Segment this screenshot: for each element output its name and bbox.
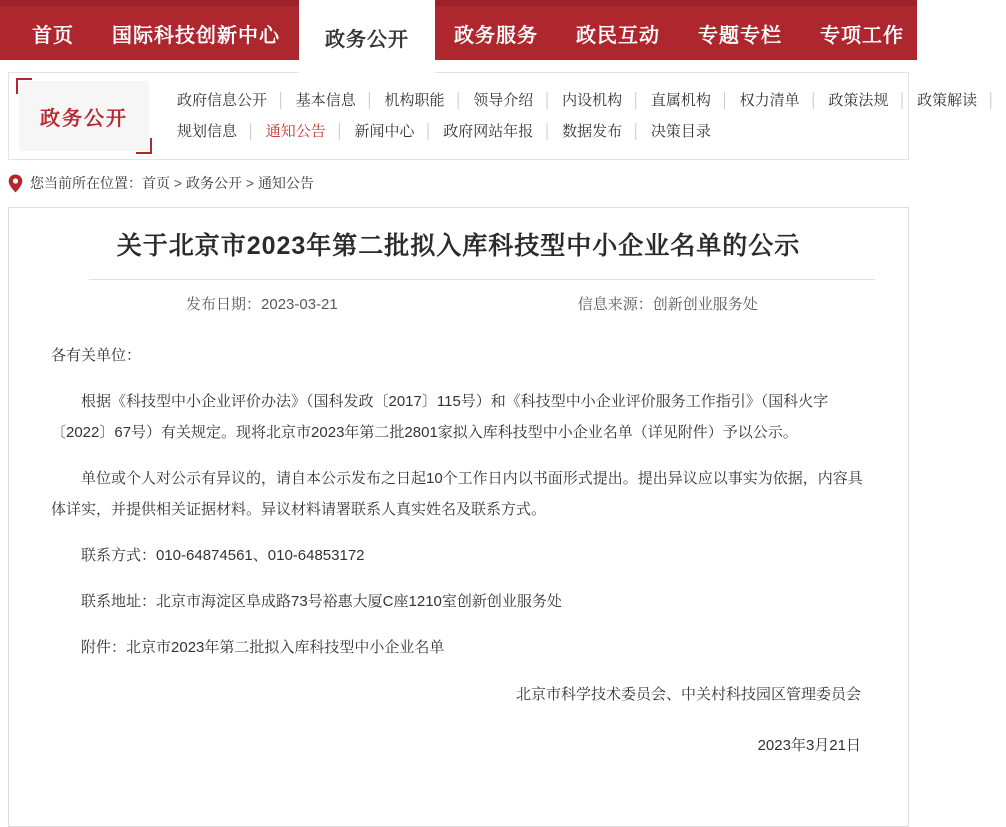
subnav-link[interactable]: 权力清单 │ <box>740 85 829 116</box>
signature-date: 2023年3月21日 <box>757 737 861 754</box>
contact-address: 联系地址：北京市海淀区阜成路73号裕惠大厦C座1210室创新创业服务处 <box>81 593 562 610</box>
subnav-link[interactable]: 通知公告 │ <box>266 116 355 147</box>
article-panel <box>8 207 909 827</box>
top-nav-item[interactable]: 政务服务 <box>454 24 538 47</box>
attachment-line <box>51 632 863 663</box>
title-divider <box>89 279 875 280</box>
subnav-panel <box>8 72 978 160</box>
signature-org: 北京市科学技术委员会、中关村科技园区管理委员会 <box>515 686 861 703</box>
signature-block <box>51 679 863 761</box>
info-source-label: 信息来源： <box>577 296 653 313</box>
publish-date <box>186 293 338 314</box>
top-nav-item[interactable]: 政务公开 <box>299 0 435 82</box>
info-source <box>578 293 758 314</box>
paragraph-objection: 单位或个人对公示有异议的，请自本公示发布之日起10个工作日内以书面形式提出。提出异议应以事实为依据，内容具体详实，并提供相关证据材料。异议材料请署联系人真实姓名及联系方式。 <box>51 470 863 518</box>
subnav-link[interactable]: 直属机构 │ <box>651 85 740 116</box>
subnav-links <box>149 81 1006 147</box>
location-pin-icon <box>8 174 23 193</box>
subnav-link[interactable]: 基本信息 │ <box>296 85 385 116</box>
info-source-value: 创新创业服务处 <box>652 296 758 313</box>
paragraph-basis: 根据《科技型中小企业评价办法》（国科发政〔2017〕115号）和《科技型中小企业评价服务工作指引》（国科火字〔2022〕67号）有关规定。现将北京市2023年第二批2801家拟入库科技型中小企业名单（详见附件）予以公示。 <box>51 393 829 441</box>
publish-date-value: 2023-03-21 <box>261 296 338 313</box>
top-nav-item[interactable]: 国际科技创新中心 <box>112 24 280 47</box>
breadcrumb-path <box>142 173 314 193</box>
top-nav-item[interactable]: 专项工作 <box>820 24 904 47</box>
subnav-link[interactable]: 内设机构 │ <box>562 85 651 116</box>
subnav-link[interactable]: 政策法规 │ <box>828 85 917 116</box>
salutation: 各有关单位： <box>51 347 142 364</box>
subnav-link[interactable]: 规划信息 │ <box>177 116 266 147</box>
breadcrumb-prefix: 您当前所在位置： <box>30 175 142 191</box>
subnav-link[interactable]: 决策目录 <box>650 123 711 140</box>
subnav-link[interactable]: 领导介绍 │ <box>473 85 562 116</box>
subnav-link[interactable]: 机构职能 │ <box>385 85 474 116</box>
top-nav-item[interactable]: 专题专栏 <box>698 24 782 47</box>
subnav-link[interactable]: 政府网站年报 │ <box>443 116 562 147</box>
article-title: 关于北京市2023年第二批拟入库科技型中小企业名单的公示 <box>116 232 801 260</box>
publish-date-label: 发布日期： <box>186 296 262 313</box>
subnav-section-title: 政务公开 <box>19 81 149 151</box>
top-nav-item[interactable]: 政民互动 <box>576 24 660 47</box>
article-body <box>9 340 908 761</box>
contact-phone: 联系方式：010-64874561、010-64853172 <box>81 547 365 564</box>
article-meta <box>9 293 908 314</box>
top-navigation <box>0 0 917 60</box>
subnav-row-2 <box>177 116 1006 147</box>
attachment-link[interactable]: 北京市2023年第二批拟入库科技型中小企业名单 <box>126 639 445 656</box>
breadcrumb-segment[interactable]: 首页 > <box>142 173 186 193</box>
subnav-link[interactable]: 新闻中心 │ <box>355 116 444 147</box>
subnav-link[interactable]: 数据发布 │ <box>562 116 651 147</box>
attachment-label: 附件： <box>81 639 127 656</box>
subnav-row-1 <box>177 85 1006 116</box>
breadcrumb-segment[interactable]: 政务公开 > <box>186 173 258 193</box>
top-nav-item[interactable]: 首页 <box>32 24 74 47</box>
breadcrumb <box>8 172 909 194</box>
subnav-link[interactable]: 政府信息公开 │ <box>177 85 296 116</box>
breadcrumb-segment[interactable]: 通知公告 <box>257 175 314 191</box>
subnav-link[interactable]: 政策解读 │ <box>917 85 1006 116</box>
